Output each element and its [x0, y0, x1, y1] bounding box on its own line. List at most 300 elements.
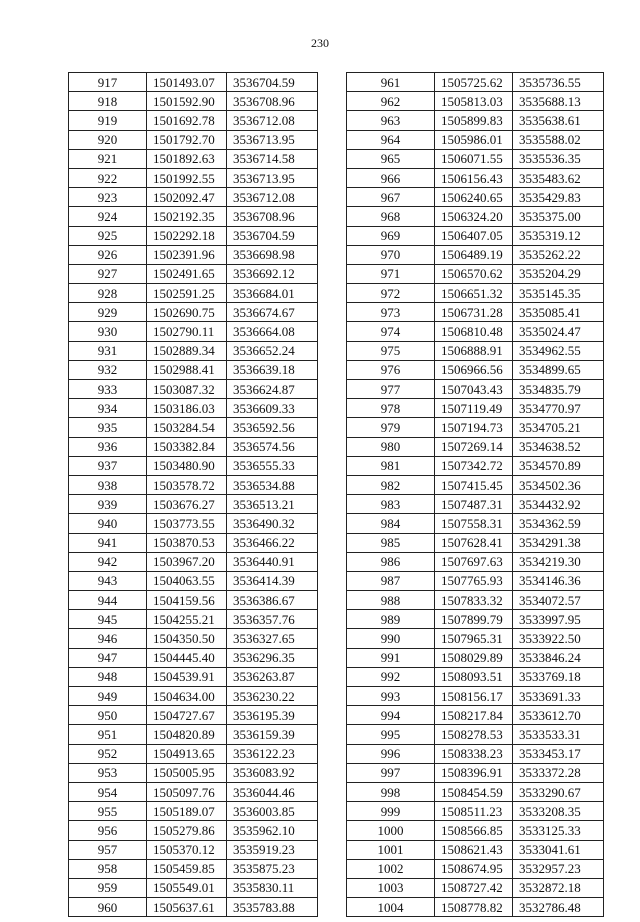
y-coordinate-cell: 3535262.22 — [513, 245, 604, 264]
table-row — [347, 898, 604, 917]
y-coordinate-cell: 3534146.36 — [513, 571, 604, 590]
y-coordinate-cell: 3536652.24 — [227, 341, 318, 360]
point-number-cell: 964 — [347, 130, 435, 149]
point-number-cell: 937 — [69, 456, 147, 475]
y-coordinate-cell: 3533612.70 — [513, 706, 604, 725]
table-row — [347, 859, 604, 878]
point-number-cell: 990 — [347, 629, 435, 648]
table-row — [347, 725, 604, 744]
table-row — [347, 514, 604, 533]
point-number-cell: 978 — [347, 399, 435, 418]
table-row — [347, 706, 604, 725]
y-coordinate-cell: 3536440.91 — [227, 552, 318, 571]
y-coordinate-cell: 3534072.57 — [513, 591, 604, 610]
x-coordinate-cell: 1507119.49 — [435, 399, 513, 418]
x-coordinate-cell: 1506324.20 — [435, 207, 513, 226]
table-row — [69, 495, 318, 514]
table-row — [69, 533, 318, 552]
table-row — [347, 648, 604, 667]
y-coordinate-cell: 3536386.67 — [227, 591, 318, 610]
x-coordinate-cell: 1506071.55 — [435, 149, 513, 168]
point-number-cell: 939 — [69, 495, 147, 514]
y-coordinate-cell: 3533208.35 — [513, 802, 604, 821]
table-row — [69, 303, 318, 322]
point-number-cell: 991 — [347, 648, 435, 667]
x-coordinate-cell: 1504727.67 — [147, 706, 227, 725]
x-coordinate-cell: 1508621.43 — [435, 840, 513, 859]
x-coordinate-cell: 1505725.62 — [435, 73, 513, 92]
x-coordinate-cell: 1506888.91 — [435, 341, 513, 360]
table-row — [347, 149, 604, 168]
x-coordinate-cell: 1507558.31 — [435, 514, 513, 533]
y-coordinate-cell: 3535483.62 — [513, 168, 604, 187]
y-coordinate-cell: 3536713.95 — [227, 130, 318, 149]
point-number-cell: 918 — [69, 92, 147, 111]
y-coordinate-cell: 3536639.18 — [227, 360, 318, 379]
x-coordinate-cell: 1505899.83 — [435, 111, 513, 130]
table-row — [69, 667, 318, 686]
table-row — [347, 456, 604, 475]
y-coordinate-cell: 3534432.92 — [513, 495, 604, 514]
table-row — [347, 245, 604, 264]
y-coordinate-cell: 3535588.02 — [513, 130, 604, 149]
table-row — [347, 533, 604, 552]
y-coordinate-cell: 3536159.39 — [227, 725, 318, 744]
x-coordinate-cell: 1508217.84 — [435, 706, 513, 725]
table-row — [347, 418, 604, 437]
table-row — [69, 360, 318, 379]
point-number-cell: 970 — [347, 245, 435, 264]
table-row — [347, 591, 604, 610]
x-coordinate-cell: 1508029.89 — [435, 648, 513, 667]
table-row — [69, 168, 318, 187]
x-coordinate-cell: 1507965.31 — [435, 629, 513, 648]
table-row — [69, 399, 318, 418]
x-coordinate-cell: 1506966.56 — [435, 360, 513, 379]
point-number-cell: 1004 — [347, 898, 435, 917]
y-coordinate-cell: 3536712.08 — [227, 111, 318, 130]
x-coordinate-cell: 1507487.31 — [435, 495, 513, 514]
x-coordinate-cell: 1502192.35 — [147, 207, 227, 226]
table-row — [347, 380, 604, 399]
x-coordinate-cell: 1502790.11 — [147, 322, 227, 341]
x-coordinate-cell: 1502391.96 — [147, 245, 227, 264]
y-coordinate-cell: 3533372.28 — [513, 763, 604, 782]
y-coordinate-cell: 3535024.47 — [513, 322, 604, 341]
y-coordinate-cell: 3536713.95 — [227, 168, 318, 187]
table-row — [347, 168, 604, 187]
x-coordinate-cell: 1505370.12 — [147, 840, 227, 859]
table-row — [347, 840, 604, 859]
y-coordinate-cell: 3533691.33 — [513, 687, 604, 706]
y-coordinate-cell: 3534362.59 — [513, 514, 604, 533]
point-number-cell: 950 — [69, 706, 147, 725]
point-number-cell: 996 — [347, 744, 435, 763]
table-row — [69, 878, 318, 897]
table-row — [347, 495, 604, 514]
y-coordinate-cell: 3536708.96 — [227, 92, 318, 111]
point-number-cell: 969 — [347, 226, 435, 245]
table-row — [69, 782, 318, 801]
table-row — [347, 763, 604, 782]
y-coordinate-cell: 3535319.12 — [513, 226, 604, 245]
x-coordinate-cell: 1504820.89 — [147, 725, 227, 744]
table-row — [69, 437, 318, 456]
point-number-cell: 974 — [347, 322, 435, 341]
point-number-cell: 931 — [69, 341, 147, 360]
point-number-cell: 979 — [347, 418, 435, 437]
y-coordinate-cell: 3536490.32 — [227, 514, 318, 533]
table-row — [69, 591, 318, 610]
point-number-cell: 995 — [347, 725, 435, 744]
table-row — [347, 207, 604, 226]
y-coordinate-cell: 3534770.97 — [513, 399, 604, 418]
table-row — [69, 898, 318, 917]
point-number-cell: 973 — [347, 303, 435, 322]
table-row — [347, 610, 604, 629]
y-coordinate-cell: 3534502.36 — [513, 475, 604, 494]
table-row — [347, 821, 604, 840]
x-coordinate-cell: 1505813.03 — [435, 92, 513, 111]
x-coordinate-cell: 1501892.63 — [147, 149, 227, 168]
x-coordinate-cell: 1506407.05 — [435, 226, 513, 245]
point-number-cell: 926 — [69, 245, 147, 264]
table-row — [347, 667, 604, 686]
point-number-cell: 941 — [69, 533, 147, 552]
x-coordinate-cell: 1507765.93 — [435, 571, 513, 590]
y-coordinate-cell: 3535736.55 — [513, 73, 604, 92]
table-row — [347, 744, 604, 763]
x-coordinate-cell: 1502690.75 — [147, 303, 227, 322]
x-coordinate-cell: 1504539.91 — [147, 667, 227, 686]
y-coordinate-cell: 3534570.89 — [513, 456, 604, 475]
table-row — [347, 111, 604, 130]
x-coordinate-cell: 1504913.65 — [147, 744, 227, 763]
table-row — [347, 264, 604, 283]
y-coordinate-cell: 3532957.23 — [513, 859, 604, 878]
point-number-cell: 932 — [69, 360, 147, 379]
point-number-cell: 958 — [69, 859, 147, 878]
table-row — [347, 188, 604, 207]
point-number-cell: 992 — [347, 667, 435, 686]
table-row — [347, 552, 604, 571]
point-number-cell: 986 — [347, 552, 435, 571]
y-coordinate-cell: 3534835.79 — [513, 380, 604, 399]
x-coordinate-cell: 1507194.73 — [435, 418, 513, 437]
point-number-cell: 957 — [69, 840, 147, 859]
table-row — [347, 802, 604, 821]
y-coordinate-cell: 3536555.33 — [227, 456, 318, 475]
x-coordinate-cell: 1501792.70 — [147, 130, 227, 149]
point-number-cell: 930 — [69, 322, 147, 341]
table-row — [347, 303, 604, 322]
point-number-cell: 967 — [347, 188, 435, 207]
table-row — [69, 188, 318, 207]
point-number-cell: 934 — [69, 399, 147, 418]
point-number-cell: 942 — [69, 552, 147, 571]
point-number-cell: 1003 — [347, 878, 435, 897]
x-coordinate-cell: 1503382.84 — [147, 437, 227, 456]
x-coordinate-cell: 1504350.50 — [147, 629, 227, 648]
x-coordinate-cell: 1508156.17 — [435, 687, 513, 706]
point-number-cell: 982 — [347, 475, 435, 494]
table-row — [69, 149, 318, 168]
table-row — [69, 552, 318, 571]
point-number-cell: 935 — [69, 418, 147, 437]
x-coordinate-cell: 1501992.55 — [147, 168, 227, 187]
y-coordinate-cell: 3535919.23 — [227, 840, 318, 859]
y-coordinate-cell: 3532786.48 — [513, 898, 604, 917]
table-row — [69, 859, 318, 878]
point-number-cell: 976 — [347, 360, 435, 379]
x-coordinate-cell: 1508727.42 — [435, 878, 513, 897]
table-row — [69, 130, 318, 149]
point-number-cell: 997 — [347, 763, 435, 782]
table-row — [69, 610, 318, 629]
point-number-cell: 993 — [347, 687, 435, 706]
table-row — [69, 380, 318, 399]
point-number-cell: 946 — [69, 629, 147, 648]
point-number-cell: 984 — [347, 514, 435, 533]
x-coordinate-cell: 1508278.53 — [435, 725, 513, 744]
x-coordinate-cell: 1503773.55 — [147, 514, 227, 533]
x-coordinate-cell: 1505005.95 — [147, 763, 227, 782]
y-coordinate-cell: 3536263.87 — [227, 667, 318, 686]
point-number-cell: 977 — [347, 380, 435, 399]
x-coordinate-cell: 1503870.53 — [147, 533, 227, 552]
x-coordinate-cell: 1507342.72 — [435, 456, 513, 475]
x-coordinate-cell: 1502491.65 — [147, 264, 227, 283]
x-coordinate-cell: 1502988.41 — [147, 360, 227, 379]
x-coordinate-cell: 1501692.78 — [147, 111, 227, 130]
x-coordinate-cell: 1508093.51 — [435, 667, 513, 686]
table-row — [69, 111, 318, 130]
point-number-cell: 994 — [347, 706, 435, 725]
point-number-cell: 960 — [69, 898, 147, 917]
x-coordinate-cell: 1502889.34 — [147, 341, 227, 360]
x-coordinate-cell: 1508454.59 — [435, 782, 513, 801]
point-number-cell: 983 — [347, 495, 435, 514]
y-coordinate-cell: 3535638.61 — [513, 111, 604, 130]
table-row — [347, 130, 604, 149]
y-coordinate-cell: 3536704.59 — [227, 226, 318, 245]
table-row — [69, 821, 318, 840]
table-row — [69, 475, 318, 494]
y-coordinate-cell: 3533846.24 — [513, 648, 604, 667]
x-coordinate-cell: 1503676.27 — [147, 495, 227, 514]
x-coordinate-cell: 1506810.48 — [435, 322, 513, 341]
point-number-cell: 975 — [347, 341, 435, 360]
y-coordinate-cell: 3536195.39 — [227, 706, 318, 725]
table-row — [347, 360, 604, 379]
y-coordinate-cell: 3536692.12 — [227, 264, 318, 283]
table-row — [347, 782, 604, 801]
table-row — [347, 73, 604, 92]
y-coordinate-cell: 3534638.52 — [513, 437, 604, 456]
point-number-cell: 968 — [347, 207, 435, 226]
table-row — [69, 840, 318, 859]
x-coordinate-cell: 1505549.01 — [147, 878, 227, 897]
table-row — [347, 284, 604, 303]
table-row — [69, 418, 318, 437]
y-coordinate-cell: 3535962.10 — [227, 821, 318, 840]
point-number-cell: 981 — [347, 456, 435, 475]
table-row — [69, 514, 318, 533]
y-coordinate-cell: 3536296.35 — [227, 648, 318, 667]
y-coordinate-cell: 3536044.46 — [227, 782, 318, 801]
y-coordinate-cell: 3533533.31 — [513, 725, 604, 744]
table-row — [347, 437, 604, 456]
x-coordinate-cell: 1506156.43 — [435, 168, 513, 187]
y-coordinate-cell: 3535783.88 — [227, 898, 318, 917]
x-coordinate-cell: 1506651.32 — [435, 284, 513, 303]
table-row — [347, 399, 604, 418]
y-coordinate-cell: 3536414.39 — [227, 571, 318, 590]
y-coordinate-cell: 3536592.56 — [227, 418, 318, 437]
x-coordinate-cell: 1505279.86 — [147, 821, 227, 840]
y-coordinate-cell: 3534705.21 — [513, 418, 604, 437]
table-row — [69, 284, 318, 303]
table-row — [69, 341, 318, 360]
point-number-cell: 933 — [69, 380, 147, 399]
x-coordinate-cell: 1503578.72 — [147, 475, 227, 494]
point-number-cell: 953 — [69, 763, 147, 782]
x-coordinate-cell: 1508338.23 — [435, 744, 513, 763]
point-number-cell: 917 — [69, 73, 147, 92]
point-number-cell: 955 — [69, 802, 147, 821]
table-row — [69, 92, 318, 111]
point-number-cell: 1001 — [347, 840, 435, 859]
x-coordinate-cell: 1506570.62 — [435, 264, 513, 283]
x-coordinate-cell: 1507697.63 — [435, 552, 513, 571]
point-number-cell: 938 — [69, 475, 147, 494]
point-number-cell: 922 — [69, 168, 147, 187]
table-row — [69, 73, 318, 92]
x-coordinate-cell: 1504159.56 — [147, 591, 227, 610]
x-coordinate-cell: 1507415.45 — [435, 475, 513, 494]
point-number-cell: 966 — [347, 168, 435, 187]
table-row — [69, 648, 318, 667]
table-row — [69, 245, 318, 264]
x-coordinate-cell: 1502292.18 — [147, 226, 227, 245]
x-coordinate-cell: 1508566.85 — [435, 821, 513, 840]
table-row — [69, 763, 318, 782]
y-coordinate-cell: 3535085.41 — [513, 303, 604, 322]
point-number-cell: 921 — [69, 149, 147, 168]
y-coordinate-cell: 3536664.08 — [227, 322, 318, 341]
x-coordinate-cell: 1507269.14 — [435, 437, 513, 456]
point-number-cell: 923 — [69, 188, 147, 207]
x-coordinate-cell: 1507833.32 — [435, 591, 513, 610]
x-coordinate-cell: 1508778.82 — [435, 898, 513, 917]
y-coordinate-cell: 3536712.08 — [227, 188, 318, 207]
x-coordinate-cell: 1505189.07 — [147, 802, 227, 821]
x-coordinate-cell: 1502591.25 — [147, 284, 227, 303]
point-number-cell: 949 — [69, 687, 147, 706]
point-number-cell: 947 — [69, 648, 147, 667]
x-coordinate-cell: 1503186.03 — [147, 399, 227, 418]
y-coordinate-cell: 3535875.23 — [227, 859, 318, 878]
x-coordinate-cell: 1504255.21 — [147, 610, 227, 629]
coordinate-table-right — [346, 72, 604, 917]
table-row — [69, 706, 318, 725]
point-number-cell: 944 — [69, 591, 147, 610]
table-row — [347, 475, 604, 494]
table-row — [347, 92, 604, 111]
point-number-cell: 927 — [69, 264, 147, 283]
x-coordinate-cell: 1506731.28 — [435, 303, 513, 322]
table-row — [347, 687, 604, 706]
point-number-cell: 945 — [69, 610, 147, 629]
point-number-cell: 998 — [347, 782, 435, 801]
table-row — [69, 456, 318, 475]
point-number-cell: 928 — [69, 284, 147, 303]
y-coordinate-cell: 3535536.35 — [513, 149, 604, 168]
x-coordinate-cell: 1506240.65 — [435, 188, 513, 207]
point-number-cell: 989 — [347, 610, 435, 629]
point-number-cell: 951 — [69, 725, 147, 744]
x-coordinate-cell: 1508396.91 — [435, 763, 513, 782]
point-number-cell: 920 — [69, 130, 147, 149]
point-number-cell: 972 — [347, 284, 435, 303]
y-coordinate-cell: 3536698.98 — [227, 245, 318, 264]
coordinate-table-left — [68, 72, 318, 917]
x-coordinate-cell: 1503967.20 — [147, 552, 227, 571]
point-number-cell: 959 — [69, 878, 147, 897]
point-number-cell: 952 — [69, 744, 147, 763]
x-coordinate-cell: 1507043.43 — [435, 380, 513, 399]
page-number: 230 — [311, 36, 329, 50]
y-coordinate-cell: 3534219.30 — [513, 552, 604, 571]
x-coordinate-cell: 1504445.40 — [147, 648, 227, 667]
table-row — [347, 341, 604, 360]
y-coordinate-cell: 3536466.22 — [227, 533, 318, 552]
y-coordinate-cell: 3536534.88 — [227, 475, 318, 494]
point-number-cell: 1002 — [347, 859, 435, 878]
x-coordinate-cell: 1502092.47 — [147, 188, 227, 207]
table-row — [69, 207, 318, 226]
x-coordinate-cell: 1504063.55 — [147, 571, 227, 590]
y-coordinate-cell: 3536624.87 — [227, 380, 318, 399]
point-number-cell: 943 — [69, 571, 147, 590]
x-coordinate-cell: 1503480.90 — [147, 456, 227, 475]
y-coordinate-cell: 3536574.56 — [227, 437, 318, 456]
point-number-cell: 980 — [347, 437, 435, 456]
y-coordinate-cell: 3533997.95 — [513, 610, 604, 629]
x-coordinate-cell: 1503087.32 — [147, 380, 227, 399]
x-coordinate-cell: 1508511.23 — [435, 802, 513, 821]
point-number-cell: 963 — [347, 111, 435, 130]
y-coordinate-cell: 3535688.13 — [513, 92, 604, 111]
y-coordinate-cell: 3536513.21 — [227, 495, 318, 514]
table-row — [69, 322, 318, 341]
x-coordinate-cell: 1503284.54 — [147, 418, 227, 437]
y-coordinate-cell: 3534962.55 — [513, 341, 604, 360]
point-number-cell: 924 — [69, 207, 147, 226]
x-coordinate-cell: 1505459.85 — [147, 859, 227, 878]
table-row — [69, 744, 318, 763]
x-coordinate-cell: 1507628.41 — [435, 533, 513, 552]
x-coordinate-cell: 1504634.00 — [147, 687, 227, 706]
y-coordinate-cell: 3532872.18 — [513, 878, 604, 897]
table-row — [347, 629, 604, 648]
point-number-cell: 925 — [69, 226, 147, 245]
point-number-cell: 971 — [347, 264, 435, 283]
y-coordinate-cell: 3533769.18 — [513, 667, 604, 686]
y-coordinate-cell: 3536083.92 — [227, 763, 318, 782]
point-number-cell: 919 — [69, 111, 147, 130]
x-coordinate-cell: 1501592.90 — [147, 92, 227, 111]
